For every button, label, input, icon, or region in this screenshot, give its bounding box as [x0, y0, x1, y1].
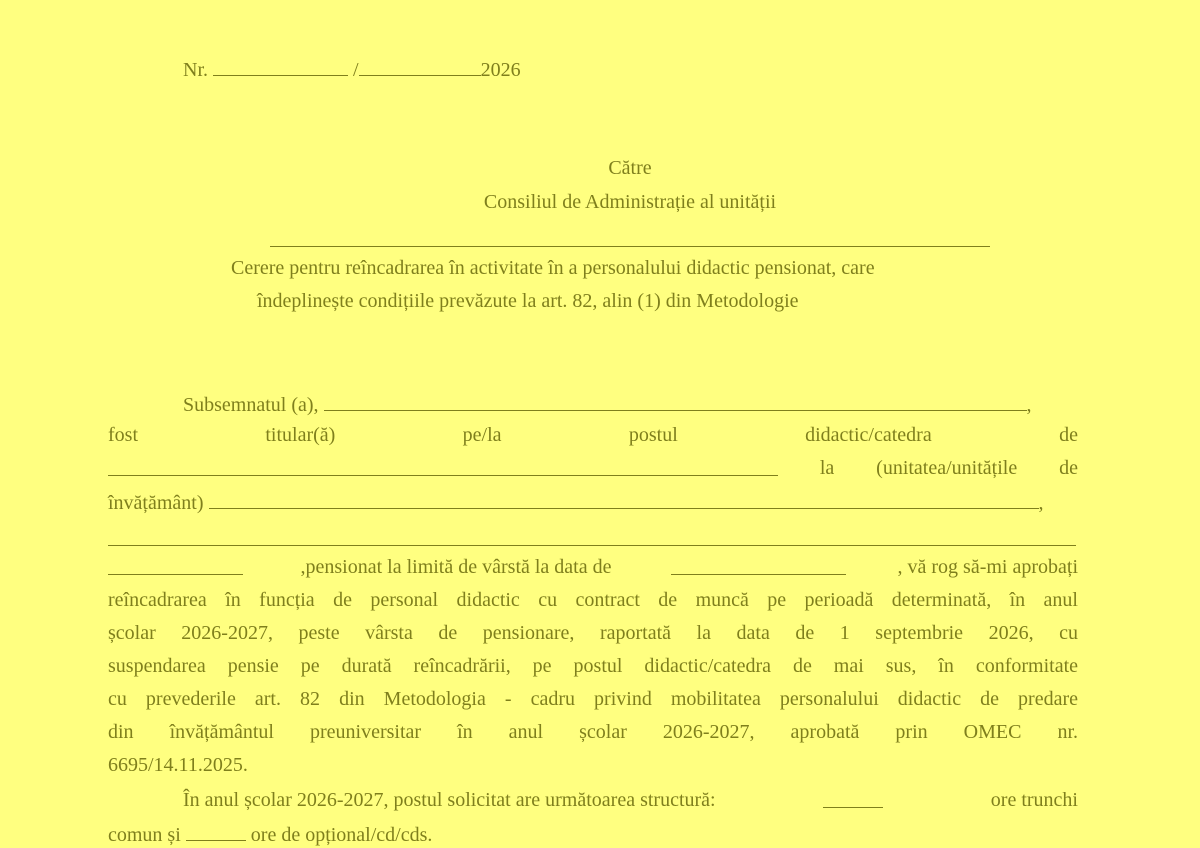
word: postul — [628, 424, 678, 446]
comma: , — [1038, 492, 1044, 514]
optional-hours-label: ore de opțional/cd/cds. — [250, 824, 433, 846]
optional-hours-line — [108, 822, 432, 847]
word: didactic/catedra — [805, 424, 932, 446]
paragraph-line: reîncadrarea în funcția de personal didactic cu contract de muncă pe perioadă determinată, în anul — [108, 589, 1078, 611]
name-blank-field[interactable] — [324, 392, 1027, 411]
request-title-line1: Cerere pentru reîncadrarea în activitate în a personalului didactic pensionat, care — [231, 257, 875, 279]
position-blank-field[interactable] — [108, 457, 778, 476]
position-line — [108, 424, 1078, 447]
name-line — [183, 392, 1032, 417]
slash: / — [353, 59, 359, 81]
common-and-label: comun și — [108, 824, 181, 846]
optional-hours-blank-field[interactable] — [186, 822, 246, 841]
registration-number-line — [183, 57, 521, 82]
request-title-line2: îndeplinește condițiile prevăzute la art. 82, alin (1) din Metodologie — [257, 290, 799, 312]
paragraph-line: 6695/14.11.2025. — [108, 754, 248, 776]
school-label: învățământ) — [108, 492, 204, 514]
word: de — [1059, 457, 1078, 479]
structure-line — [183, 789, 1078, 812]
school-continuation-blank-field[interactable] — [108, 545, 1076, 546]
comma: , — [1026, 394, 1032, 416]
paragraph-line: cu prevederile art. 82 din Metodologia - cadru privind mobilitatea personalului didactic de predare — [108, 688, 1078, 710]
addressee-to: Către — [608, 157, 652, 179]
word: fost — [108, 424, 138, 446]
word: de — [1059, 424, 1078, 446]
retired-text: ,pensionat la limită de vârstă la data de — [300, 556, 612, 578]
undersigned-label: Subsemnatul (a), — [183, 394, 319, 416]
school-line — [108, 490, 1044, 515]
nr-blank-field[interactable] — [213, 57, 348, 76]
paragraph-line: suspendarea pensie pe durată reîncadrării, pe postul didactic/catedra de mai sus, în conformitate — [108, 655, 1078, 677]
nr-label: Nr. — [183, 59, 208, 81]
request-text: , vă rog să-mi aprobați — [897, 556, 1078, 578]
retirement-line — [108, 556, 1078, 579]
word: titular(ă) — [265, 424, 336, 446]
retirement-date-blank-field[interactable] — [671, 556, 846, 575]
unit-name-blank-field[interactable] — [270, 246, 990, 247]
word: la — [819, 457, 835, 479]
word: (unitatea/unitățile — [876, 457, 1018, 479]
addressee-council: Consiliul de Administrație al unității — [483, 191, 777, 213]
school-blank-field[interactable] — [209, 490, 1039, 509]
core-hours-label: ore trunchi — [990, 789, 1078, 811]
paragraph-line: din învățământul preuniversitar în anul școlar 2026-2027, aprobată prin OMEC nr. — [108, 721, 1078, 743]
structure-text: În anul școlar 2026-2027, postul solicitat are următoarea structură: — [183, 789, 716, 811]
year: 2026 — [480, 59, 521, 81]
unit-line — [108, 457, 1078, 480]
extra-blank-field[interactable] — [108, 556, 243, 575]
core-hours-blank-field[interactable] — [823, 789, 883, 808]
date-blank-field[interactable] — [359, 57, 481, 76]
paragraph-line: școlar 2026-2027, peste vârsta de pensionare, raportată la data de 1 septembrie 2026, cu — [108, 622, 1078, 644]
word: pe/la — [462, 424, 502, 446]
